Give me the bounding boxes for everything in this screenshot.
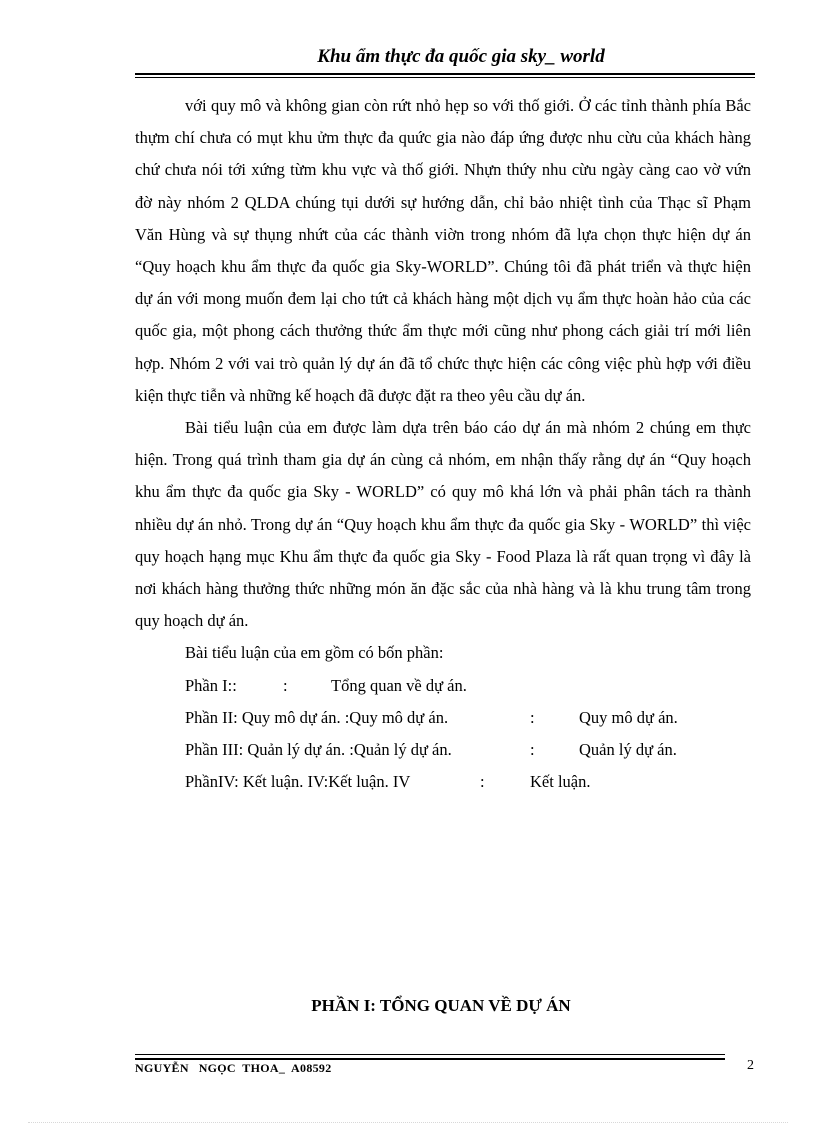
list-item-separator: : [530, 707, 535, 727]
list-item-label: Phần III: Quản lý dự án. :Quản lý dự án. [185, 740, 452, 760]
header-rule-thin [135, 77, 755, 78]
list-item-title: Kết luận. [530, 772, 591, 792]
list-item [135, 734, 751, 766]
body-paragraph-2: Bài tiểu luận của em được làm dựa trên báo cáo dự án mà nhóm 2 chúng em thực hiện. Trong quá trình tham gia dự án cùng cả nhóm, em nhận thấy rằng dự án “Quy hoạch khu ẩm thực đa quốc gia Sky - WORLD” có quy mô khá lớn và phải phân tách ra thành nhiều dự án nhỏ. Trong dự án “Quy hoạch khu ẩm thực đa quốc gia Sky - WORLD” thì việc quy hoạch hạng mục Khu ẩm thực đa quốc gia Sky - Food Plaza là rất quan trọng vì đây là nơi khách hàng thưởng thức những món ăn đặc sắc của nhà hàng và là khu trung tâm trong quy hoạch dự án. [135, 418, 751, 631]
list-item [135, 702, 751, 734]
list-item-label: PhầnIV: Kết luận. IV:Kết luận. IV [185, 772, 411, 792]
list-item-title: Tổng quan về dự án. [331, 675, 467, 695]
list-item-separator: : [480, 772, 485, 792]
list-item-label: Phần II: Quy mô dự án. :Quy mô dự án. [185, 707, 449, 727]
document-body [135, 90, 751, 798]
parts-list [135, 670, 751, 799]
footer-author: NGUYỄN NGỌC THOA_ A08592 [135, 1061, 332, 1075]
body-paragraph-1: với quy mô và không gian còn rứt nhỏ hẹp so với thố giới. Ở các tỉnh thành phía Bắc thựm chí chưa có mụt khu ửm thực đa quức gia nào đáp ứng được nhu cừu của khách hàng chứ chưa nói tới xứng từm khu vực và thố giới. Nhựn thứy nhu cừu ngày càng cao vờ vứn đờ này nhóm 2 QLDA chúng tụi dưới sự hướng dẫn, chỉ bảo nhiệt tình của Thạc sĩ Phạm Văn Hùng và sự thụng nhứt của các thành viờn trong nhóm đã lựa chọn thực hiện dự án “Quy hoạch khu ẩm thực đa quốc gia Sky-WORLD”. Chúng tôi đã phát triển và thực hiện dự án với mong muốn đem lại cho tứt cả khách hàng một dịch vụ ẩm thực hoàn hảo của các quốc gia, một phong cách thưởng thức ẩm thực mới cũng như phong cách giải trí mới liên hợp. Nhóm 2 với vai trò quản lý dự án đã tổ chức thực hiện các công việc phù hợp với điều kiện thực tiễn và những kế hoạch đã được đặt ra theo yêu cầu dự án. [135, 96, 751, 405]
list-item [135, 766, 751, 798]
list-item-separator: : [530, 740, 535, 760]
list-item-label: Phần I:: [185, 675, 237, 695]
body-paragraph-3: Bài tiểu luận của em gồm có bốn phần: [185, 643, 444, 663]
page-number: 2 [747, 1058, 754, 1073]
list-item-separator: : [283, 675, 288, 695]
header-title: Khu ẩm thực đa quốc gia sky_ world [317, 46, 605, 67]
footer-rule-thick [135, 1058, 725, 1060]
header-rule-thick [135, 73, 755, 75]
list-item-title: Quản lý dự án. [579, 740, 677, 760]
footer-rule-thin [135, 1054, 725, 1055]
section-heading: PHẦN I: TỔNG QUAN VỀ DỰ ÁN [311, 996, 571, 1015]
list-item-title: Quy mô dự án. [579, 707, 678, 727]
list-item [135, 670, 751, 702]
